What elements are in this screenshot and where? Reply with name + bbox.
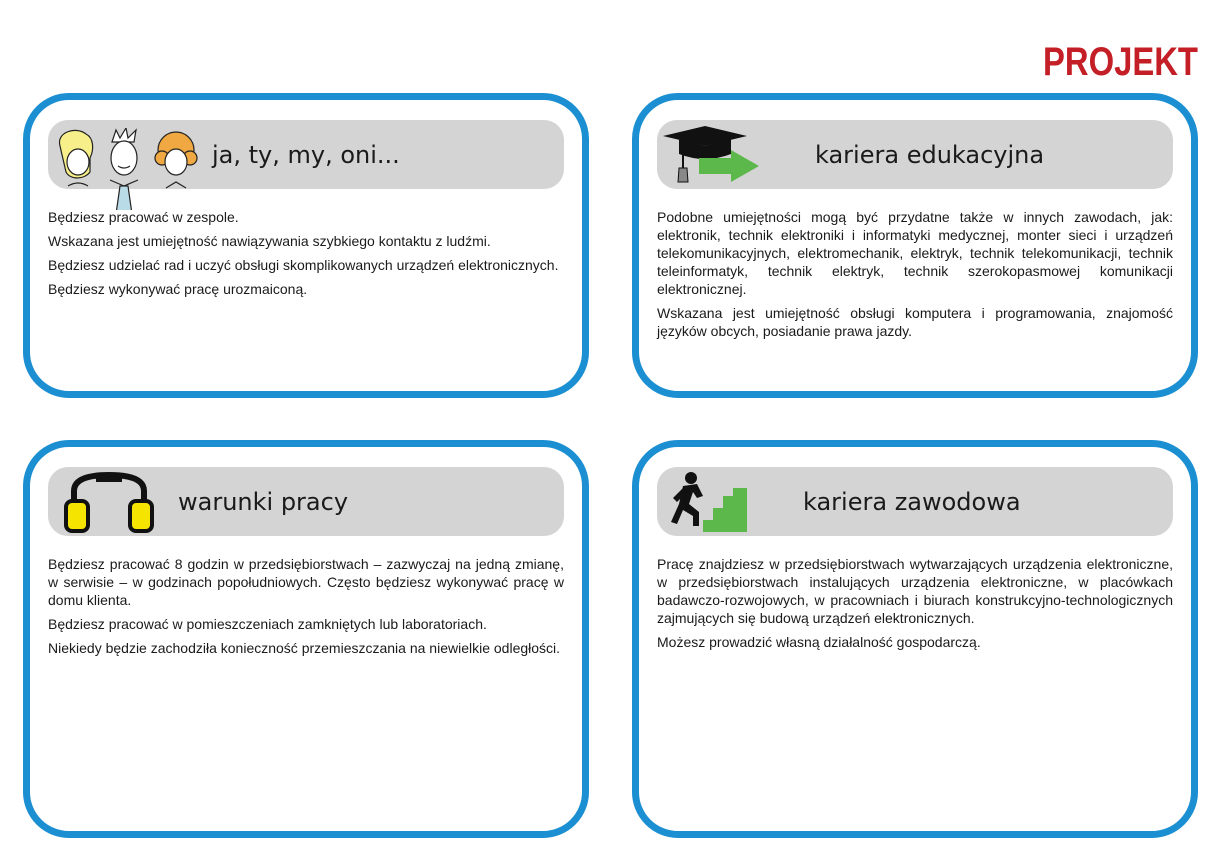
card-paragraph: Będziesz udzielać rad i uczyć obsługi skomplikowanych urządzeń elektronicznych. <box>48 257 559 273</box>
graduation-cap-arrow-icon <box>661 124 765 191</box>
people-icon <box>54 128 200 215</box>
card-paragraph: Podobne umiejętności mogą być przydatne także w innych zawodach, jak: elektronik, technik elektroniki i informatyki medycznej, monter sieci i urządzeń telekomunikacyjnych, elektromechanik, elektryk, technik telekomunikacji, technik teleinformatyk, technik elektryk, technik szerokopasmowej komunikacji elektronicznej. <box>657 209 1173 297</box>
card-title: ja, ty, my, oni... <box>212 140 400 169</box>
card-education <box>632 93 1198 398</box>
card-body <box>657 555 1173 657</box>
card-career <box>632 440 1198 838</box>
card-paragraph: Możesz prowadzić własną działalność gospodarczą. <box>657 634 981 650</box>
card-team <box>23 93 589 398</box>
card-title: kariera edukacyjna <box>815 140 1045 169</box>
card-body <box>48 208 564 304</box>
card-body <box>48 555 564 663</box>
card-body <box>657 208 1173 346</box>
card-title: warunki pracy <box>178 487 349 516</box>
card-paragraph: Będziesz pracować 8 godzin w przedsiębiorstwach – zazwyczaj na jedną zmianę, w serwisie – w godzinach popołudniowych. Często będziesz wykonywać pracę w domu klienta. <box>48 556 564 608</box>
card-paragraph: Wskazana jest umiejętność nawiązywania szybkiego kontaktu z ludźmi. <box>48 233 491 249</box>
card-header <box>48 467 564 536</box>
card-paragraph: Będziesz pracować w zespole. <box>48 209 239 225</box>
card-paragraph: Pracę znajdziesz w przedsiębiorstwach wytwarzających urządzenia elektroniczne, w przedsiębiorstwach instalujących urządzenia elektroniczne, w placówkach badawczo-rozwojowych, w pracowniach i biurach konstrukcyjno-technologicznych zajmujących się budową urządzeń elektronicznych. <box>657 556 1173 626</box>
card-title: kariera zawodowa <box>803 487 1021 516</box>
card-paragraph: Wskazana jest umiejętność obsługi komputera i programowania, znajomość języków obcych, posiadanie prawa jazdy. <box>657 305 1173 339</box>
card-paragraph: Niekiedy będzie zachodziła konieczność przemieszczania na niewielkie odległości. <box>48 640 561 656</box>
card-header <box>657 120 1173 189</box>
card-paragraph: Będziesz pracować w pomieszczeniach zamkniętych lub laboratoriach. <box>48 616 487 632</box>
card-header <box>48 120 564 189</box>
project-badge: PROJEKT <box>1043 40 1198 84</box>
ear-protection-icon <box>64 471 154 538</box>
card-conditions <box>23 440 589 838</box>
card-header <box>657 467 1173 536</box>
running-stairs-icon <box>669 470 753 539</box>
card-paragraph: Będziesz wykonywać pracę urozmaiconą. <box>48 281 308 297</box>
